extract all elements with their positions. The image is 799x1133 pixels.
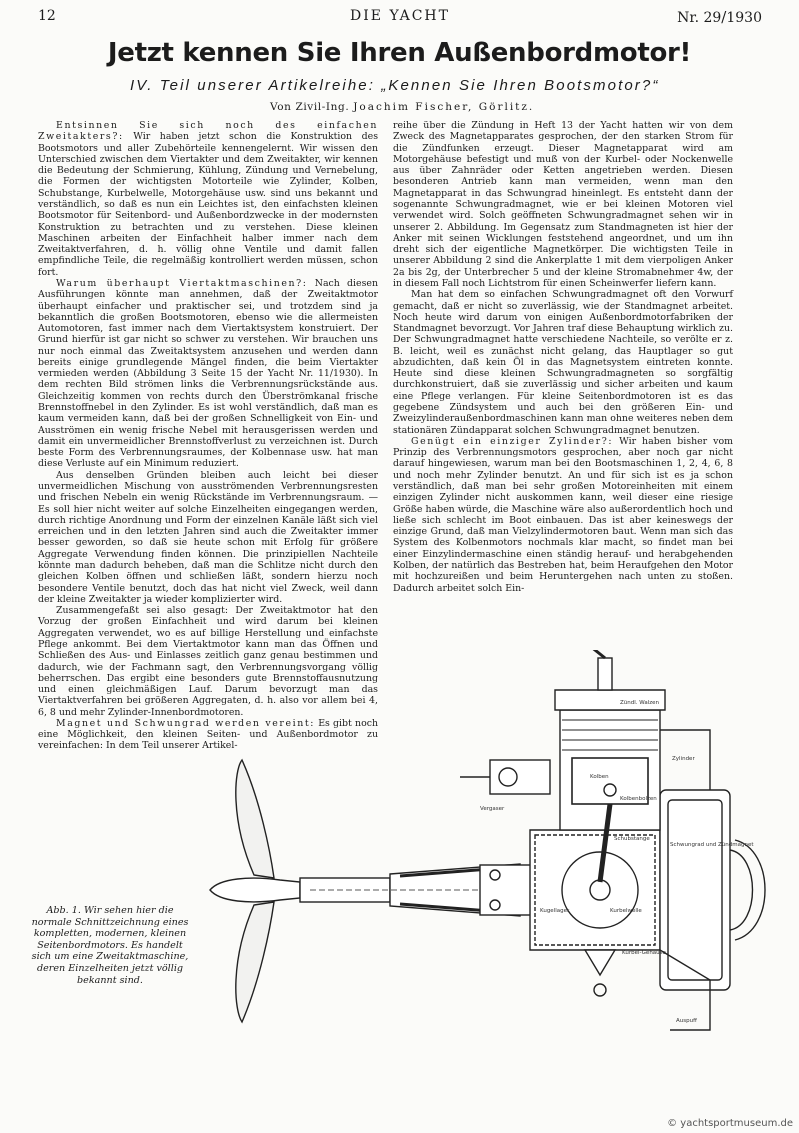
label-auspuff: Auspuff [676, 1018, 697, 1024]
label-kugellager: Kugellager [540, 908, 570, 914]
engine-cross-section-drawing [190, 650, 780, 1090]
paragraph: Zusammengefaßt sei also gesagt: Der Zweitaktmotor hat den Vorzug der großen Einfachheit und wird darum bei kleinen Aggregaten verwendet, wo es auf billige Herstellung und einfachste Pflege ankommt. Bei dem Viertaktmotor kann man das Öffnen und Schließen des Aus- und Einlasses zeitlich ganz genau bestimmen und dadurch, wie der Fachmann sagt, den Verbrennungsvorgang völlig beherrschen. Das ergibt eine besonders gute Brennstoffausnutzung und einen gleichmäßigen Lauf. Darum bevorzugt man das Viertaktverfahren bei größeren Aggregaten, d. h. also vor allem bei 4, 6, 8 und mehr Zylinder-Innenbordmotoren. [38, 605, 378, 718]
spark-plug [598, 658, 612, 690]
label-kurbelgehaeuse: Kurbel-Gehäuse [622, 950, 666, 956]
propeller-hub [210, 878, 300, 902]
label-schubstange: Schubstange [614, 836, 650, 842]
paragraph: reihe über die Zündung in Heft 13 der Yacht hatten wir von dem Zweck des Magnetapparates gesprochen, der den starken Strom für die Zündfunken erzeugt. Dieser Magnetapparat wird am Motorgehäuse befestigt und muß von der Kurbel- oder Nockenwelle aus über Zahnräder oder Ketten angetrieben werden. Diesen besonderen Antrieb kann man vermeiden, wenn man den Magnetapparat in das Schwungrad hineinlegt. Es entsteht dann der sogenannte Schwungradmagnet, wie er bei kleinen Motoren viel verwendet wird. Solch geöffneten Schwungradmagnet sehen wir in unserer 2. Abbildung. Im Gegensatz zum Standmagneten ist hier der Anker mit seinen Wicklungen feststehend angeordnet, und um ihn dreht sich der eigentliche Magnetkörper. Die wichtigsten Teile in unserer Abbildung 2 sind die Ankerplatte 1 mit dem vierpoligen Anker 2a bis 2g, der Unterbrecher 5 und der kleine Stromabnehmer 4w, der in diesem Fall noch Lichtstrom für einen Scheinwerfer liefern kann. [393, 120, 733, 289]
watermark: © yachtsportmuseum.de [667, 1118, 793, 1129]
label-zuendkerze: Zündl. Walzen [620, 700, 659, 706]
label-vergaser: Vergaser [480, 806, 505, 812]
article-subtitle: IV. Teil unserer Artikelreihe: „Kennen Sie Ihren Bootsmotor?“ [130, 77, 660, 94]
crankcase [530, 830, 660, 950]
flywheel [660, 790, 730, 990]
page-number: 12 [38, 8, 56, 24]
section-lead: Magnet und Schwungrad werden vereint: [56, 717, 315, 729]
paragraph: Magnet und Schwungrad werden vereint: Es gibt noch eine Möglichkeit, den kleinen Seiten- und Außenbordmotor zu vereinfachen: In dem Teil unserer Artikel- [38, 717, 378, 752]
label-kurbelwelle: Kurbelwelle [610, 908, 642, 914]
drain-plug [585, 950, 615, 975]
paragraph: Genügt ein einziger Zylinder?: Wir haben bisher vom Prinzip des Verbrennungsmotors gesprochen, aber noch gar nicht darauf hingewiesen, warum man bei den Bootsmaschinen 1, 2, 4, 6, 8 und noch mehr Zylinder benutzt. An und für sich ist es ja schon verständlich, daß man bei sehr großen Motoreinheiten mit einem einzigen Zylinder nicht auskommen kann, weil dieser eine riesige Größe haben würde, die Maschine wäre also außerordentlich hoch und ließe sich schlecht im Boot einbauen. Das ist aber keineswegs der einzige Grund, daß man Vielzylindermotoren baut. Wenn man sich das System des Kolbenmotors nochmals klar macht, so findet man bei einer Einzylindermaschine einen ständig herauf- und herabgehenden Kolben, der natürlich das Bestreben hat, beim Heraufgehen den Motor mit hochzureißen und beim Heruntergehen nach unten zu stoßen. Dadurch arbeitet solch Ein- [393, 435, 733, 594]
paragraph: Aus denselben Gründen bleiben auch leicht bei dieser unvermeidlichen Mischung von ausströmenden Verbrennungsresten und frischen Nebeln ein wenig Rückstände im Verbrennungsraum. — Es soll hier nicht weiter auf solche Einzelheiten eingegangen werden, durch richtige Anordnung und Form der einzelnen Kanäle läßt sich viel erreichen und in den letzten Jahren sind auch die Zweitakter immer besser geworden, so daß sie heute schon mit Erfolg für größere Aggregate Verwendung finden können. Die prinzipiellen Nachteile könnte man dadurch beheben, daß man die Schlitze nicht durch den gleichen Kolben öffnen und schließen läßt, sondern hierzu noch besondere Ventile benutzt, doch das hat nicht viel Zweck, weil dann der kleine Zweitakter ja wieder komplizierter wird. [38, 469, 378, 605]
figure-caption: Abb. 1. Wir sehen hier die normale Schnittzeichnung eines kompletten, modernen, kleinen Seitenbordmotors. Es handelt sich um eine Zweitaktmaschine, deren Einzelheiten jetzt völlig bekannt sind. [31, 905, 189, 986]
article-byline: Von Zivil-Ing. Joachim Fischer, Görlitz. [270, 101, 535, 113]
section-lead: Entsinnen Sie sich noch des einfachen Zweitakters?: [38, 120, 378, 143]
paragraph: Entsinnen Sie sich noch des einfachen Zweitakters?: Wir haben jetzt schon die Konstruktion des Bootsmotors und aller Zubehörteile kennengelernt. Wir wissen den Unterschied zwischen dem Viertakter und dem Zweitakter, wir kennen die Bedeutung der Schmierung, Kühlung, Zündung und Vernebelung, die Formen der wichtigsten Motorteile wie Zylinder, Kolben, Schubstange, Kurbelwelle, Motorgehäuse usw. sind uns bekannt und verständlich, so daß es nun ein Leichtes ist, den einfachsten kleinen Bootsmotor für Seitenbord- und Außenbordzwecke in der modernsten Konstruktion zu betrachten und zu verstehen. Diese kleinen Maschinen arbeiten der Einfachheit halber immer nach dem Zweitaktverfahren, d. h. völlig ohne Ventile und damit fallen empfindliche Teile, die regelmäßig kontrolliert werden müssen, schon fort. [38, 120, 379, 278]
issue-number: Nr. 29/1930 [677, 8, 762, 26]
steering-handle [590, 650, 605, 658]
magazine-title: DIE YACHT [350, 8, 450, 24]
label-zylinder: Zylinder [672, 756, 695, 762]
pulley [730, 850, 753, 930]
right-column [393, 120, 733, 594]
article-title: Jetzt kennen Sie Ihren Außenbordmotor! [107, 38, 692, 68]
paragraph: Warum überhaupt Viertaktmaschinen?: Nach diesen Ausführungen könnte man annehmen, daß der Zweitaktmotor überhaupt einfacher und praktischer sei, und trotzdem sind ja bekanntlich die großen Bootsmotoren, ebenso wie die allermeisten Automotoren, fast immer nach dem Viertaktsystem konstruiert. Der Grund hierfür ist gar nicht so schwer zu verstehen. Wir brauchen uns nur noch einmal das Zweitaktsystem anzusehen und werden dann bereits einige grundlegende Mängel finden, die beim Viertakter vermieden werden (Abbildung 3 Seite 15 der Yacht Nr. 11/1930). In dem rechten Bild strömen links die Verbrennungsrückstände aus. Gleichzeitig kommen von rechts durch den Überströmkanal frische Brennstoffnebel in den Zylinder. Es ist wohl verständlich, daß man es kaum vermeiden kann, daß bei der großen Schnelligkeit von Ein- und Ausströmen ein wenig frische Nebel mit herausgerissen werden und damit ein unvermeidlicher Brennstoffverlust zu verzeichnen ist. Durch beste Form des Verbrennungsraumes, der Kolbennase usw. hat man diese Verluste auf ein Minimum reduziert. [38, 277, 378, 470]
label-kolbenbolzen: Kolbenbolzen [620, 796, 657, 802]
section-lead: Genügt ein einziger Zylinder?: [411, 435, 614, 447]
label-kolben: Kolben [590, 774, 609, 780]
section-lead: Warum überhaupt Viertaktmaschinen?: [56, 277, 308, 289]
page-header [38, 8, 762, 32]
propeller-blade-lower [236, 902, 274, 1022]
paragraph: Man hat dem so einfachen Schwungradmagnet oft den Vorwurf gemacht, daß er nicht so zuverlässig, wie der Standmagnet arbeitet. Noch heute wird darum von einigen Außenbordmotorfabriken der Standmagnet bevorzugt. Vor Jahren traf diese Behauptung wirklich zu. Der Schwungradmagnet hatte verschiedene Nachteile, so verölte er z. B. leicht, weil es zunächst nicht gelang, das Hauptlager so gut abzudichten, daß kein Öl in das Magnetsystem eintreten konnte. Heute sind diese kleinen Schwungradmagneten so sorgfältig durchkonstruiert, daß sie zuverlässig und sicher arbeiten und kaum eine Pflege verlangen. Für kleine Seitenbordmotoren ist es das gegebene Zündsystem und auch bei den größeren Ein- und Zweizylinderaußenbordmaschinen kann man ohne weiteres neben dem stationären Zündapparat solchen Schwungradmagnet benutzen. [393, 289, 733, 436]
label-schwungrad: Schwungrad und Zündmagnet [670, 842, 754, 848]
propeller-blade-upper [236, 760, 274, 878]
